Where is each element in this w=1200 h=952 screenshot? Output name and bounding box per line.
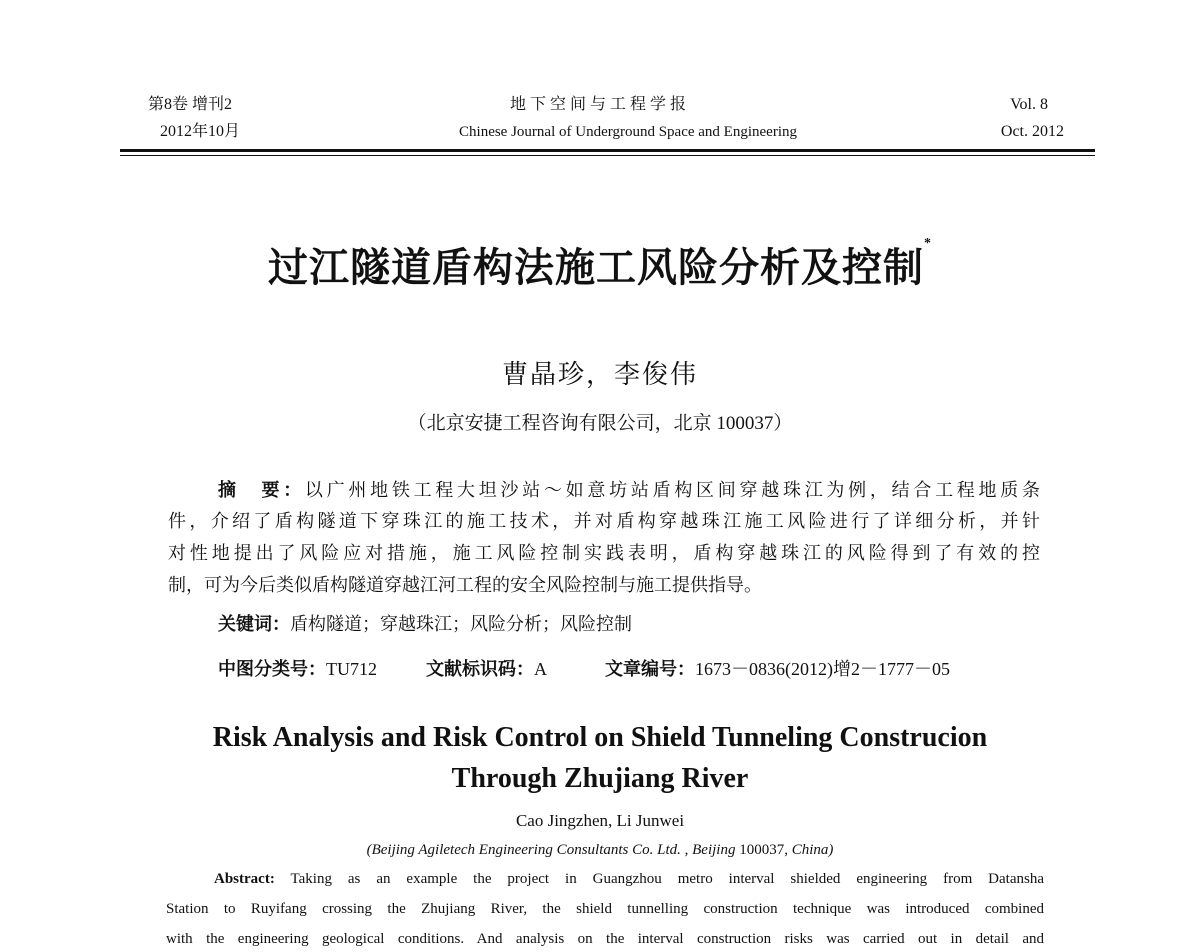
classification-row	[218, 655, 950, 681]
article-number-label: 文章编号：	[605, 659, 696, 679]
abstract-cn-label: 摘 要：	[218, 480, 305, 500]
date-en: Oct. 2012	[1000, 123, 1064, 140]
affiliation-org: Beijing Agiletech Engineering Consultants Co. Ltd.	[371, 842, 685, 858]
journal-name-en: Chinese Journal of Underground Space and Engineering	[459, 124, 797, 140]
volume-issue: 第8卷 增刊2	[148, 96, 233, 113]
doc-code-value: A	[534, 659, 547, 679]
abstract-en-label: Abstract:	[214, 871, 275, 887]
doc-code-label: 文献标识码：	[426, 659, 534, 679]
abstract-cn-line	[218, 478, 1040, 502]
affiliation-en: (Beijing Agiletech Engineering Consultants Co. Ltd. , Beijing 100037, China)	[366, 842, 834, 858]
abstract-cn-line: 对性地提出了风险应对措施，施工风险控制实践表明，盾构穿越珠江的风险得到了有效的控	[168, 543, 1040, 563]
authors-cn: 曹晶珍，李俊伟	[501, 360, 698, 389]
header-rule-thin	[120, 155, 1095, 156]
clc-label: 中图分类号：	[218, 659, 326, 679]
paper-title-en-line: Risk Analysis and Risk Control on Shield Tunneling Construcion	[212, 722, 988, 753]
affiliation-cn: （北京安捷工程咨询有限公司，北京 100037）	[407, 413, 793, 434]
affiliation-city: Beijing	[692, 842, 736, 858]
title-footnote-mark: *	[924, 236, 932, 251]
abstract-cn-line: 件，介绍了盾构隧道下穿珠江的施工技术，并对盾构穿越珠江施工风险进行了详细分析，并针	[168, 511, 1040, 531]
header-rule-thick	[120, 149, 1095, 152]
journal-name-cn: 地下空间与工程学报	[509, 96, 690, 113]
abstract-en-line: with the engineering geological conditions. And analysis on the interval construction risks was carried out in detail and	[166, 931, 1044, 947]
abstract-en-line: Station to Ruyifang crossing the Zhujiang River, the shield tunnelling construction technique was introduced combined	[166, 901, 1044, 917]
affiliation-country: China	[791, 842, 829, 858]
paper-title-cn	[0, 236, 1200, 293]
keywords-label: 关键词：	[218, 614, 290, 634]
article-number-value: 1673－0836(2012)增2－1777－05	[695, 659, 951, 679]
affiliation-postcode: 100037,	[735, 842, 792, 858]
keywords-value: 盾构隧道；穿越珠江；风险分析；风险控制	[290, 614, 632, 634]
volume-en: Vol. 8	[1010, 96, 1048, 113]
keywords-cn	[218, 610, 632, 636]
date-cn: 2012年10月	[160, 123, 241, 140]
title-text: 过江隧道盾构法施工风险分析及控制	[268, 245, 924, 290]
clc-value: TU712	[326, 659, 377, 679]
paper-title-en-line: Through Zhujiang River	[451, 763, 749, 794]
abstract-en-line	[214, 869, 1044, 889]
authors-en: Cao Jingzhen, Li Junwei	[515, 811, 685, 830]
abstract-en-text: Taking as an example the project in Guangzhou metro interval shielded engineering from Datansha	[274, 871, 1044, 887]
abstract-cn-line: 制，可为今后类似盾构隧道穿越江河工程的安全风险控制与施工提供指导。	[168, 575, 762, 595]
abstract-cn-text: 以广州地铁工程大坦沙站～如意坊站盾构区间穿越珠江为例，结合工程地质条	[304, 480, 1040, 500]
